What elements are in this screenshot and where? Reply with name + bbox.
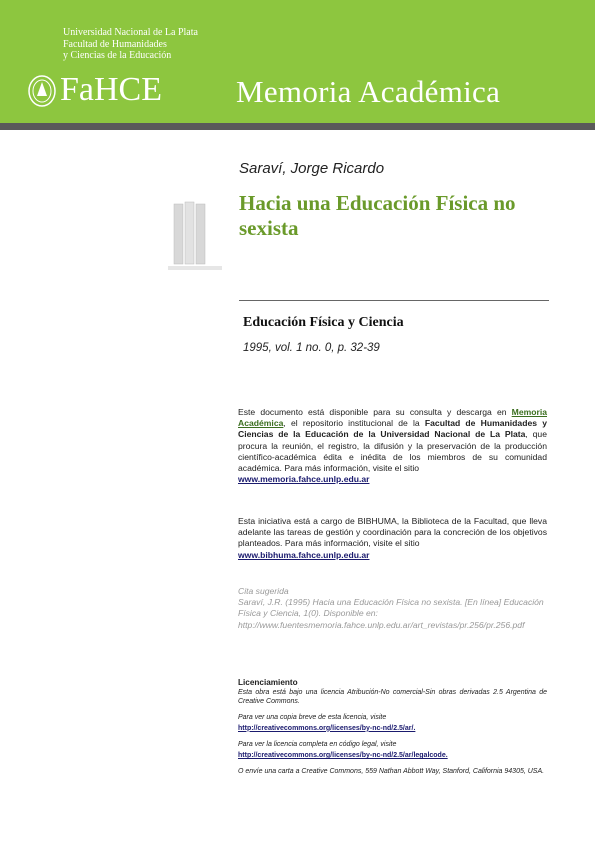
- title-divider: [239, 300, 549, 301]
- license-full-link[interactable]: http://creativecommons.org/licenses/by-nc-nd/2.5/ar/legalcode.: [238, 752, 448, 760]
- repository-info: [238, 407, 547, 485]
- license-short-link[interactable]: http://creativecommons.org/licenses/by-nc-nd/2.5/ar/.: [238, 724, 416, 732]
- header-banner: [0, 0, 595, 123]
- bibhuma-url-link[interactable]: www.bibhuma.fahce.unlp.edu.ar: [238, 549, 370, 560]
- license-mail: O envíe una carta a Creative Commons, 559 Nathan Abbott Way, Stanford, California 94305, USA.: [238, 768, 545, 776]
- license-title: Licenciamiento: [238, 678, 298, 687]
- fahce-logo: FaHCE: [60, 71, 162, 108]
- journal-name: Educación Física y Ciencia: [243, 315, 404, 330]
- university-line-3: y Ciencias de la Educación: [63, 50, 172, 61]
- citation-label: Cita sugerida: [238, 586, 289, 596]
- university-text: [63, 27, 198, 62]
- university-line-2: Facultad de Humanidades: [63, 38, 167, 50]
- citation-text: Saraví, J.R. (1995) Hacia una Educación Física no sexista. [En línea] Educación Física y Ciencia, 1(0). Disponible en: http://www.fuentesmemoria.fahce.unlp.edu.ar/art_revistas/pr.256/pr.256.pdf: [238, 597, 544, 630]
- info-paragraph-1: [238, 407, 547, 474]
- license-description: Esta obra está bajo una licencia Atribución-No comercial-Sin obras derivadas 2.5 Argentina de Creative Commons.: [238, 689, 547, 706]
- license-short-label: Para ver una copia breve de esta licencia, visite: [238, 713, 387, 721]
- books-icon: [166, 200, 226, 275]
- info-text-2: , el repositorio institucional de la: [283, 418, 425, 429]
- memoria-url-link[interactable]: www.memoria.fahce.unlp.edu.ar: [238, 474, 370, 485]
- info-paragraph-2: Esta iniciativa está a cargo de BIBHUMA, la Biblioteca de la Facultad, que lleva adelante las tareas de gestión y coordinación para la concreción de los objetivos planteados. Para más información, visite el sitio: [238, 516, 547, 549]
- university-seal-icon: [27, 74, 57, 108]
- document-author: Saraví, Jorge Ricardo: [239, 160, 385, 177]
- repository-title: Memoria Académica: [236, 74, 501, 109]
- info-text-3: , que procura la reunión, el registro, la difusión y la preservación de la producción científico-académica édita e inédita de los miembros de su comunidad académica. Para más información, visite el sitio: [238, 429, 547, 474]
- citation-details: 1995, vol. 1 no. 0, p. 32-39: [243, 342, 380, 354]
- license-full-label: Para ver la licencia completa en código legal, visite: [238, 741, 397, 749]
- info-institution: Facultad de Humanidades y Ciencias de la Educación de la Universidad Nacional de La Plata: [238, 418, 547, 440]
- header-divider: [0, 123, 595, 130]
- memoria-link[interactable]: Memoria Académica: [238, 407, 547, 429]
- document-title: Hacia una Educación Física no sexista: [239, 191, 516, 240]
- university-line-1: Universidad Nacional de La Plata: [63, 27, 198, 38]
- bibhuma-info: [238, 516, 547, 561]
- suggested-citation: [238, 586, 547, 631]
- license-section: [238, 677, 547, 777]
- info-text-1: Este documento está disponible para su consulta y descarga en: [238, 407, 512, 417]
